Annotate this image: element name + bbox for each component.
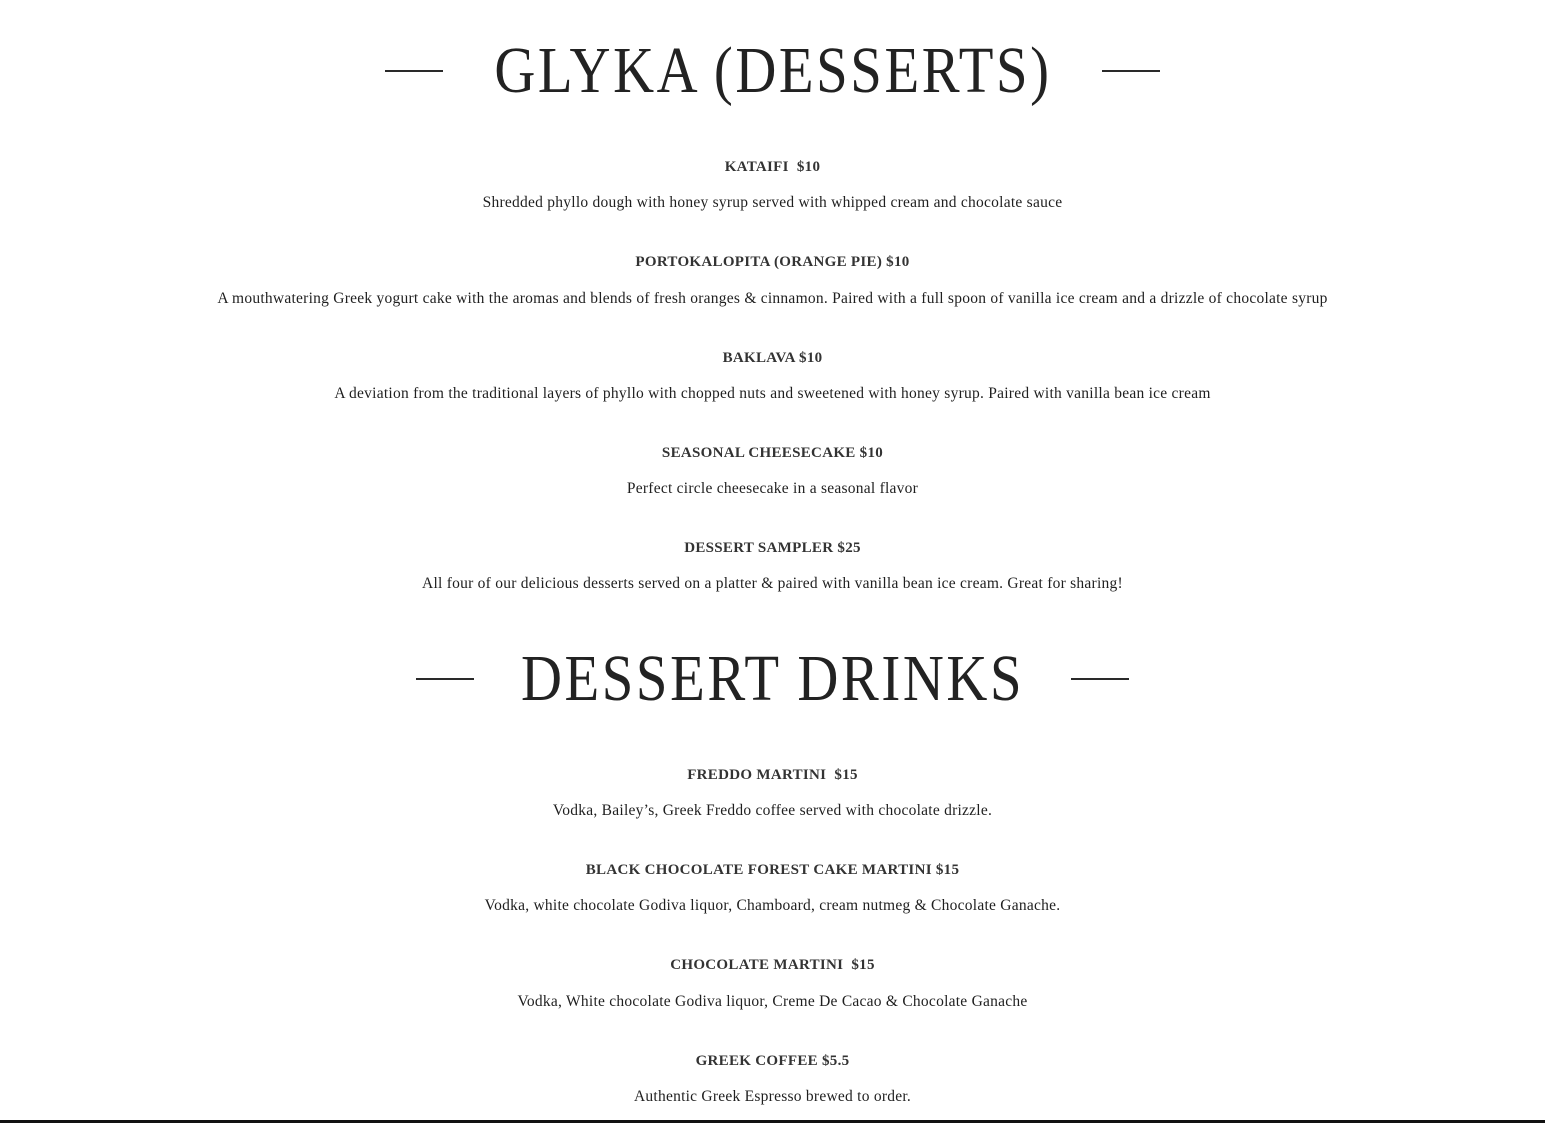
menu-item-description: Vodka, white chocolate Godiva liquor, Chamboard, cream nutmeg & Chocolate Ganache. — [484, 897, 1061, 914]
desserts-heading — [0, 34, 1545, 107]
menu-item-description: Vodka, Bailey’s, Greek Freddo coffee served with chocolate drizzle. — [552, 802, 993, 819]
menu-item-description: Shredded phyllo dough with honey syrup served with whipped cream and chocolate sauce — [482, 194, 1063, 211]
menu-item-description: Perfect circle cheesecake in a seasonal flavor — [626, 480, 919, 497]
heading-rule-right — [1102, 70, 1160, 72]
menu-item-title: BAKLAVA $10 — [722, 350, 823, 366]
menu-item-title: DESSERT SAMPLER $25 — [684, 540, 861, 556]
drinks-heading-text: DESSERT DRINKS — [520, 642, 1025, 715]
menu-item-title: FREDDO MARTINI $15 — [687, 767, 858, 783]
menu-item-description: Authentic Greek Espresso brewed to order. — [633, 1088, 912, 1105]
menu-item-title: GREEK COFFEE $5.5 — [695, 1053, 850, 1069]
heading-rule-right — [1071, 678, 1129, 680]
menu-item-description: A deviation from the traditional layers of phyllo with chopped nuts and sweetened with honey syrup. Paired with vanilla bean ice cream — [334, 385, 1211, 402]
heading-rule-left — [416, 678, 474, 680]
heading-rule-left — [385, 70, 443, 72]
desserts-heading-text: GLYKA (DESSERTS) — [493, 34, 1052, 107]
menu-item-description: A mouthwatering Greek yogurt cake with the aromas and blends of fresh oranges & cinnamon. Paired with a full spoon of vanilla ice cream and a drizzle of chocolate syrup — [217, 290, 1328, 307]
menu-item-description: Vodka, White chocolate Godiva liquor, Creme De Cacao & Chocolate Ganache — [517, 993, 1028, 1010]
menu-item-title: BLACK CHOCOLATE FOREST CAKE MARTINI $15 — [585, 862, 960, 878]
menu-item-description: All four of our delicious desserts served on a platter & paired with vanilla bean ice cream. Great for sharing! — [422, 575, 1123, 592]
menu-item-title: SEASONAL CHEESECAKE $10 — [661, 445, 884, 461]
menu-item-title: PORTOKALOPITA (ORANGE PIE) $10 — [635, 254, 910, 270]
menu-item-title: CHOCOLATE MARTINI $15 — [670, 957, 875, 973]
drinks-heading — [0, 642, 1545, 715]
menu-item-title: KATAIFI $10 — [724, 159, 821, 175]
